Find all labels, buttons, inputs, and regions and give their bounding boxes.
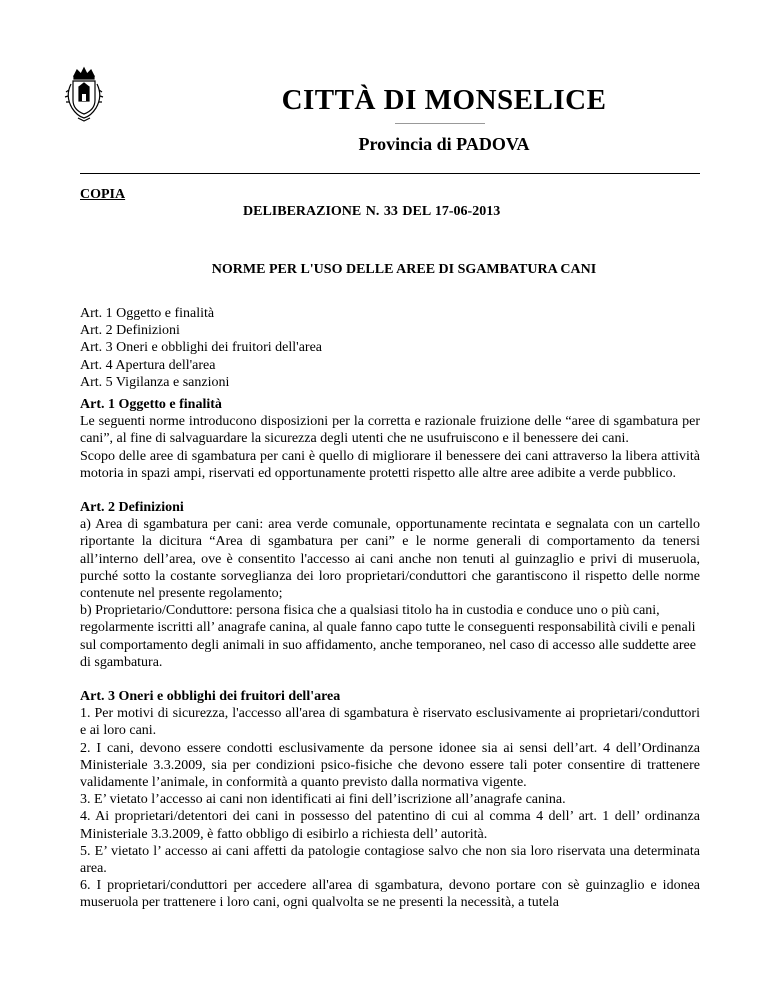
article-paragraph: 1. Per motivi di sicurezza, l'accesso all'area di sgambatura è riservato esclusivamente ai proprietari/conduttori e ai loro cani. xyxy=(80,706,700,739)
document-body xyxy=(80,396,700,929)
table-of-contents xyxy=(80,305,322,391)
article-paragraph: 3. E’ vietato l’accesso ai cani non identificati ai fini dell’iscrizione all’anagrafe canina. xyxy=(80,792,566,808)
toc-item: Art. 2 Definizioni xyxy=(80,323,180,339)
article-paragraph: Le seguenti norme introducono disposizioni per la corretta e razionale fruizione delle “aree di sgambatura per cani”, al fine di salvaguardare la sicurezza degli utenti che ne usufruiscono e il benessere dei cani. xyxy=(80,414,700,447)
article-paragraph: b) Proprietario/Conduttore: persona fisica che a qualsiasi titolo ha in custodia e conduce uno o più cani, regolarmente iscritti all’ anagrafe canina, al quale fanno capo tutte le conseguenti responsabilità civili e penali sul comportamento degli animali in suo affidamento, anche temporaneo, nel caso di accesso alle suddette aree di sgambatura. xyxy=(80,603,696,670)
header-divider xyxy=(80,173,700,174)
article-paragraph: 4. Ai proprietari/detentori dei cani in possesso del patentino di cui al comma 4 dell’ art. 1 dell’ ordinanza Ministeriale 3.3.2009, è fatto obbligo di esibirlo a richiesta dell’ autorità. xyxy=(80,809,700,842)
toc-item: Art. 1 Oggetto e finalità xyxy=(80,306,215,321)
article-paragraph: 5. E’ vietato l’ accesso ai cani affetti da patologie contagiose salvo che non sia loro riservata una determinata area. xyxy=(80,843,700,877)
article-paragraph: 6. I proprietari/conduttori per accedere all'area di sgambatura, devono portare con sè guinzaglio e idonea museruola per trattenere i loro cani, ogni qualvolta se ne presenti la necessità, a tutela xyxy=(80,878,700,911)
toc-item: Art. 4 Apertura dell'area xyxy=(80,357,216,373)
article-2 xyxy=(80,499,700,671)
article-3 xyxy=(80,688,700,912)
province-subtitle: Provincia di PADOVA xyxy=(358,134,530,154)
city-title: CITTÀ DI MONSELICE xyxy=(281,84,607,116)
article-paragraph: 2. I cani, devono essere condotti esclusivamente da persone idonee sia ai sensi dell’art. 4 dell’Ordinanza Ministeriale 3.3.2009, sia per condizioni psico-fisiche che devono essere tali poter consentire di trattenere validamente l’animale, in conformità a quanto previsto dalla normativa vigente. xyxy=(80,740,700,791)
article-heading: Art. 3 Oneri e obblighi dei fruitori dell'area xyxy=(80,689,341,705)
article-heading: Art. 1 Oggetto e finalità xyxy=(80,397,222,412)
toc-item: Art. 5 Vigilanza e sanzioni xyxy=(80,374,230,390)
copy-label: COPIA xyxy=(80,187,126,202)
deliberation-number: DELIBERAZIONE N. 33 DEL 17-06-2013 xyxy=(243,204,501,219)
article-heading: Art. 2 Definizioni xyxy=(80,500,184,516)
article-1 xyxy=(80,396,700,482)
document-title: NORME PER L'USO DELLE AREE DI SGAMBATURA CANI xyxy=(211,262,597,277)
article-paragraph: Scopo delle aree di sgambatura per cani è quello di migliorare il benessere dei cani attraverso la libera attività motoria in spazi ampi, riservati ed opportunamente protetti rispetto alle altre aree adibite a verde pubblico. xyxy=(80,448,700,481)
article-paragraph: a) Area di sgambatura per cani: area verde comunale, opportunamente recintata e segnalata con un cartello riportante la dicitura “Area di sgambatura per cani” e le norme generali di comportamento da tenersi all’interno dell’area, ove è consentito l'accesso ai cani anche non tenuti al guinzaglio e privi di museruola, purché sotto la costante sorveglianza dei loro proprietari/conduttori che garantiscono il rispetto delle norme contenute nel presente regolamento; xyxy=(80,517,700,602)
toc-item: Art. 3 Oneri e obblighi dei fruitori dell'area xyxy=(80,340,322,356)
title-underline xyxy=(395,123,485,124)
